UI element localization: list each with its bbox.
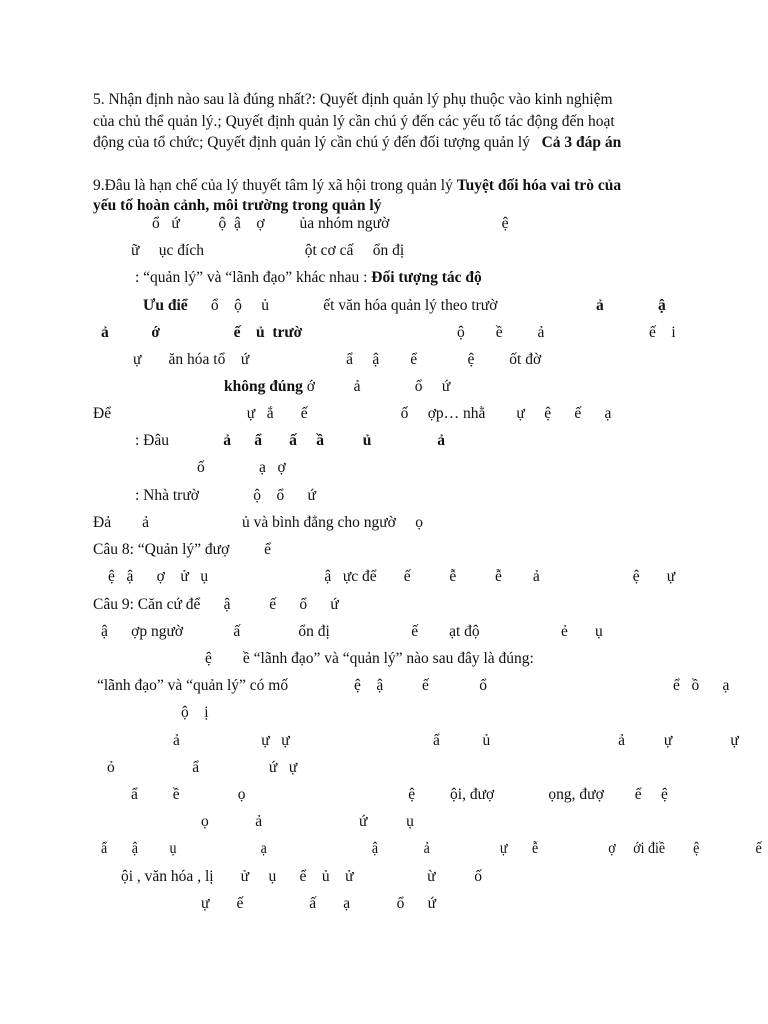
- fragment-line-25: ội , văn hóa , lị ử ụ ể ủ ử ừ ố: [121, 868, 483, 885]
- fragment-line-6: ự ăn hóa tổ ứ ẩ ậ ể ệ ốt đờ: [133, 351, 542, 368]
- fragment-line-8: Để ự ắ ế ố ợp… nhằ ự ệ ế ạ: [93, 405, 612, 422]
- fragment-line-13: Câu 8: “Quản lý” đượ ể: [93, 541, 272, 558]
- fragment-line-24: ẩ ậ ụ ạ ậ ả ự ễ ợ ới điề ệ ế: [101, 840, 762, 857]
- fragment-line-3-text: : “quản lý” và “lãnh đạo” khác nhau :: [135, 269, 368, 286]
- fragment-line-5-bold: trườ: [272, 324, 303, 341]
- fragment-line-9: [135, 432, 445, 450]
- fragment-line-19: ộ ị: [181, 704, 209, 721]
- q9-answer-part-b: yếu tố hoàn cảnh, môi trường trong quản lý: [93, 197, 382, 214]
- q9-question: 9.Đâu là hạn chế của lý thuyết tâm lý xã hội trong quản lý: [93, 177, 453, 194]
- fragment-line-11: : Nhà trườ ộ ổ ứ: [135, 487, 316, 504]
- fragment-line-2: ữ ục đích ột cơ cấ ổn đị: [131, 242, 405, 259]
- fragment-line-3: [135, 269, 482, 287]
- fragment-line-5-tail: ộ ề ả ế i: [457, 324, 676, 341]
- q5-answer: Cả 3 đáp án: [541, 134, 622, 151]
- fragment-line-7: [224, 378, 450, 396]
- fragment-line-12: Đả ả ủ và bình đẳng cho ngườ ọ: [93, 514, 423, 531]
- fragment-line-7-bold: không đúng: [224, 378, 303, 395]
- q5-line-3: [93, 134, 621, 152]
- fragment-line-15: Câu 9: Căn cứ để ậ ế ổ ứ: [93, 596, 339, 613]
- fragment-line-4-bold: Ưu điể: [143, 297, 188, 314]
- fragment-line-21: ỏ ẩ ứ ự: [107, 759, 298, 776]
- fragment-line-5: [101, 324, 302, 342]
- fragment-line-4-text: ổ ộ ủ ết văn hóa quản lý theo trườ: [187, 297, 498, 314]
- fragment-line-23: ọ ả ứ ụ: [201, 813, 414, 830]
- q9-line-1: [93, 177, 621, 195]
- fragment-line-17: ệ ề “lãnh đạo” và “quản lý” nào sau đây là đúng:: [205, 650, 534, 667]
- fragment-line-10: ố ạ ợ: [197, 459, 286, 476]
- fragment-line-16: ậ ợp ngườ ấ ổn đị ế ạt độ ẻ ụ: [101, 623, 603, 640]
- fragment-line-7-text: ớ ả ổ ứ: [302, 378, 451, 395]
- fragment-line-4-tail: ả ậ: [596, 297, 666, 314]
- fragment-line-20: ả ự ự ẩ ủ ả ự ự: [173, 732, 739, 749]
- fragment-line-4: [143, 297, 497, 315]
- fragment-line-3-bold: Đối tượng tác độ: [371, 269, 482, 286]
- fragment-line-14: ệ ậ ợ ử ụ ậ ực để ế ễ ễ ả ệ ự: [108, 568, 676, 585]
- fragment-line-9-bold: ả ẩ ấ ầ ủ ả: [223, 432, 446, 449]
- fragment-line-22: ẩ ề ọ ệ ội, đượ ọng, đượ ể ệ: [131, 786, 668, 803]
- fragment-line-26: ự ế ấ ạ ổ ứ: [201, 895, 437, 912]
- q9-answer-part-a: Tuyệt đối hóa vai trò của: [456, 177, 622, 194]
- fragment-line-5-head: ả ớ ế ủ: [101, 324, 265, 341]
- fragment-line-9-text: : Đâu: [135, 432, 170, 449]
- fragment-line-1: ổ ứ ộ ậ ợ ủa nhóm ngườ ệ: [152, 215, 509, 232]
- fragment-line-18: “lãnh đạo” và “quản lý” có mố ệ ậ ế ổ ể ồ ạ: [97, 677, 730, 694]
- q5-line-1: 5. Nhận định nào sau là đúng nhất?: Quyết định quản lý phụ thuộc vào kinh nghiệm: [93, 91, 613, 108]
- q5-line-2: của chủ thể quản lý.; Quyết định quản lý cần chú ý đến các yếu tố tác động đến hoạt: [93, 113, 615, 130]
- q5-line-3-text: động của tổ chức; Quyết định quản lý cần chú ý đến đối tượng quản lý: [93, 134, 530, 151]
